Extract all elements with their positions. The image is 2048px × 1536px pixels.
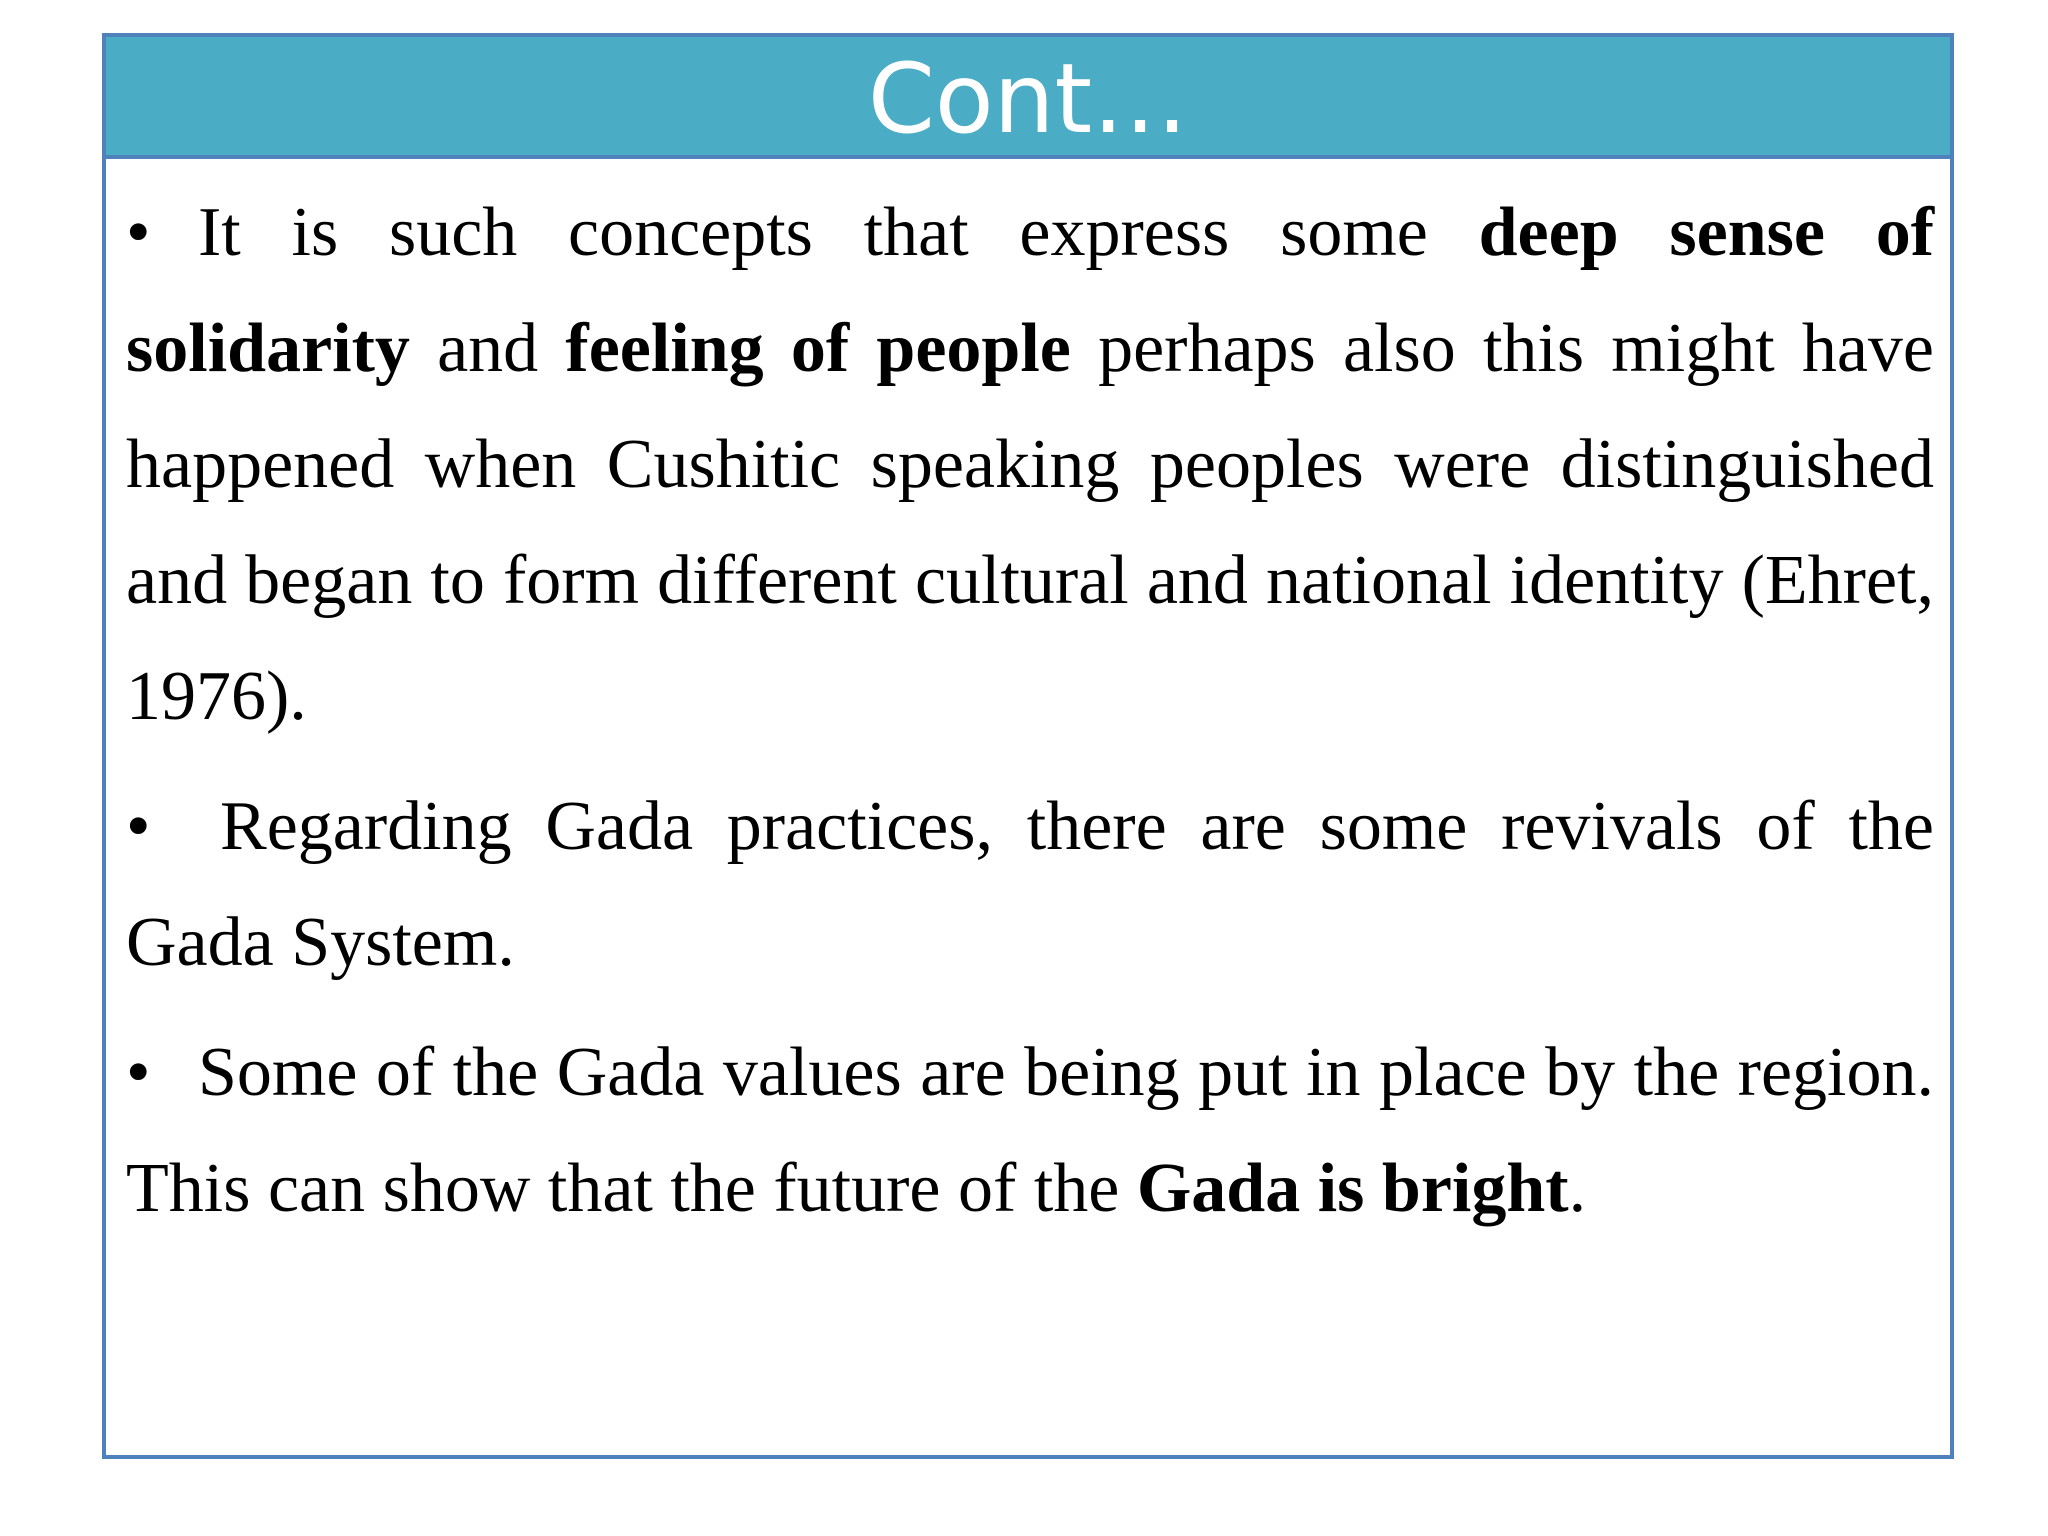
slide-title: Cont… xyxy=(867,43,1189,155)
slide-frame xyxy=(102,33,1954,1459)
bullet-marker: • xyxy=(126,1034,151,1111)
bullet-item-2 xyxy=(126,769,1934,1001)
title-bar xyxy=(106,37,1950,159)
bullet-1-bold-a: deep sense of solidarity xyxy=(126,194,1935,387)
bullet-3-text-b: . xyxy=(1568,1150,1587,1227)
bullet-1-text-c: perhaps also this might have happened when Cushitic speaking peoples were distinguished and began to form different cultural and national identity (Ehret, 1976). xyxy=(126,310,1934,735)
slide-content xyxy=(126,175,1934,1247)
bullet-marker: • xyxy=(126,788,151,865)
bullet-1-text-b: and xyxy=(409,310,566,387)
bullet-marker: • xyxy=(126,194,151,271)
bullet-1-bold-b: feeling of people xyxy=(565,310,1071,387)
bullet-item-3 xyxy=(126,1015,1934,1247)
bullet-item-1 xyxy=(126,175,1934,755)
bullet-3-text-a: Some of the Gada values are being put in place by the region. This can show that the future of the xyxy=(126,1034,1934,1227)
bullet-2-text: Regarding Gada practices, there are some revivals of the Gada System. xyxy=(126,788,1934,981)
bullet-3-bold: Gada is bright xyxy=(1136,1150,1569,1227)
bullet-1-text-a: It is such concepts that express some xyxy=(198,194,1479,271)
